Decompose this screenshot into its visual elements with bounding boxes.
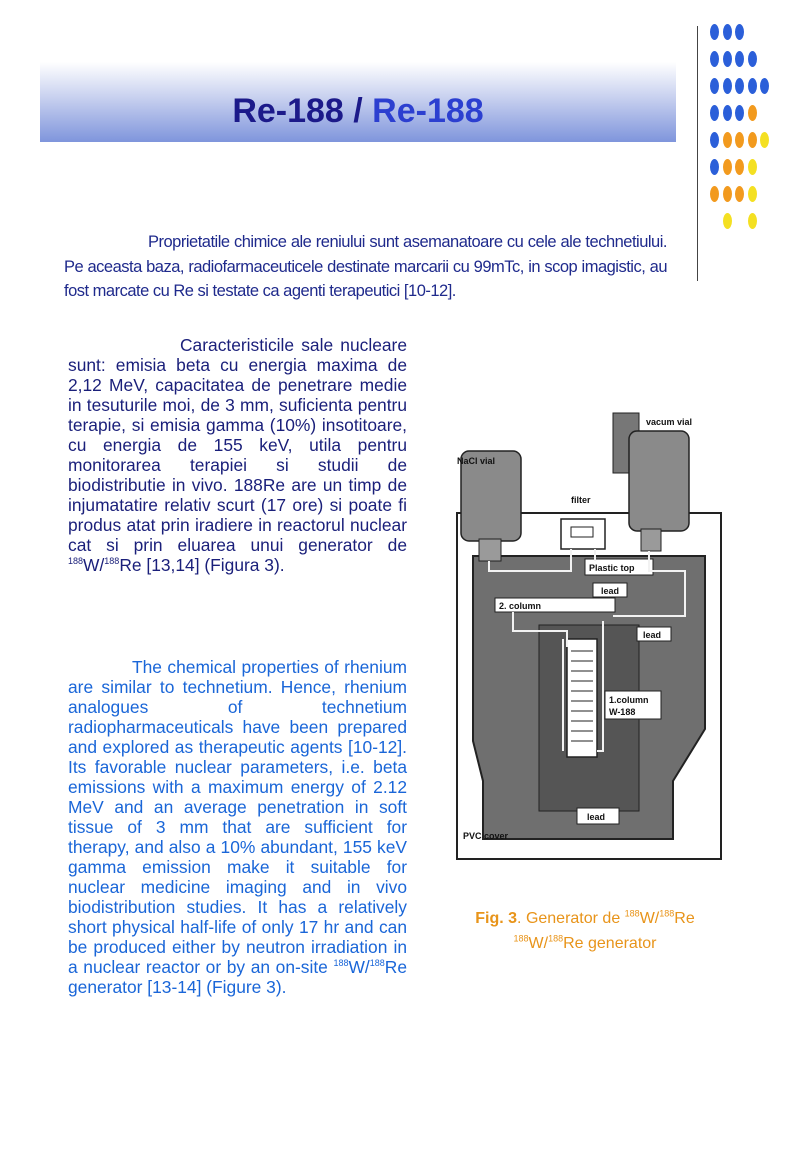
caption-sup1: 188 <box>624 908 640 919</box>
ro-text-after: Re [13,14] (Figura 3). <box>119 555 285 575</box>
decor-dot <box>748 78 757 94</box>
decor-dot <box>735 78 744 94</box>
vacum-vial-neck <box>641 529 661 551</box>
decor-dot <box>710 51 719 67</box>
decor-dot <box>735 24 744 40</box>
decor-dot <box>735 105 744 121</box>
caption-line1-text: . Generator de <box>517 910 625 927</box>
english-paragraph <box>68 657 407 997</box>
decor-dot <box>723 78 732 94</box>
decor-dot <box>735 159 744 175</box>
decor-dot <box>748 159 757 175</box>
title-part1: Re-188 / <box>232 92 363 130</box>
en-sup2: 188 <box>369 958 385 969</box>
decor-dot <box>710 186 719 202</box>
decor-dot <box>710 159 719 175</box>
vacum-vial <box>629 431 689 531</box>
ro-text: Caracteristicile sale nucleare sunt: emisia beta cu energia maxima de 2,12 MeV, capacitatea de penetrare medie in tesuturile moi, de 3 mm, suficienta pentru terapie, si emisia gamma (10%) insotitoare, cu energia de 155 keV, utila pentru monitorarea terapiei si studii de biodistributie in vivo. 188Re are un timp de injumatatire relativ scurt (17 ore) si poate fi produs atat prin iradiere in reactorul nuclear cat si prin eluarea unui generator de <box>68 335 407 555</box>
decor-dot <box>710 24 719 40</box>
label-column-2: 2. column <box>499 601 542 611</box>
intro-paragraph <box>64 230 667 304</box>
page-title <box>40 92 676 131</box>
decor-dot <box>710 132 719 148</box>
caption-line2 <box>440 931 730 956</box>
decor-dot <box>723 213 732 229</box>
divider-line <box>697 26 698 281</box>
label-plastic-top: Plastic top <box>589 563 635 573</box>
decor-dot <box>748 105 757 121</box>
decor-dot <box>735 51 744 67</box>
decor-dot <box>748 213 757 229</box>
ro-w: W/ <box>83 555 105 575</box>
decor-dot <box>735 186 744 202</box>
caption-line2-sup2: 188 <box>548 933 564 944</box>
ro-sup2: 188 <box>104 556 120 567</box>
decor-dot <box>748 51 757 67</box>
generator-diagram <box>453 411 725 861</box>
en-sup1: 188 <box>333 958 349 969</box>
decor-dot <box>723 186 732 202</box>
decor-dot <box>723 132 732 148</box>
caption-label: Fig. 3 <box>475 910 518 927</box>
decor-dot <box>735 132 744 148</box>
label-lead-right: lead <box>643 630 662 640</box>
label-nacl-vial: NaCl vial <box>457 456 496 466</box>
decor-dot <box>710 105 719 121</box>
label-column-1-line1: 1.column <box>609 695 649 705</box>
caption-sup2: 188 <box>659 908 675 919</box>
en-text-after: Re generator [13-14] (Figure 3). <box>68 957 407 997</box>
nacl-vial-neck <box>479 539 501 561</box>
caption-line1 <box>440 906 730 931</box>
figure-caption <box>440 906 730 956</box>
label-column-1-line2: W-188 <box>609 707 636 717</box>
decor-dot <box>723 24 732 40</box>
romanian-paragraph <box>68 335 407 575</box>
en-w: W/ <box>348 957 370 977</box>
label-lead-bottom: lead <box>587 812 606 822</box>
column-1 <box>567 639 597 757</box>
decor-dot <box>723 105 732 121</box>
decor-dot <box>710 78 719 94</box>
decor-dot <box>748 132 757 148</box>
en-text: The chemical properties of rhenium are similar to technetium. Hence, rhenium analogues of technetium radiopharmaceuticals have been prepared and explored as therapeutic agents [10-12]. Its favorable nuclear parameters, i.e. beta emissions with a maximum energy of 2.12 MeV and an average penetration in soft tissue of 3 mm that are sufficient for therapy, and also a 10% abundant, 155 keV gamma emission make it suitable for nuclear medicine imaging and in vivo biodistribution studies. It has a relatively short physical half-life of only 17 hr and can be produced either by neutron irradiation in a nuclear reactor or by an on-site <box>68 657 407 977</box>
filter-element <box>571 527 593 537</box>
decor-dot <box>748 186 757 202</box>
ro-sup1: 188 <box>68 556 84 567</box>
title-part2: Re-188 <box>372 92 484 130</box>
caption-re: Re <box>674 910 695 927</box>
decor-dot <box>723 51 732 67</box>
caption-line2-rest: Re generator <box>563 935 657 952</box>
caption-line2-sup1: 188 <box>513 933 529 944</box>
label-vacum-vial: vacum vial <box>646 417 693 427</box>
decor-dot <box>760 132 769 148</box>
caption-w: W/ <box>639 910 660 927</box>
intro-text: Proprietatile chimice ale reniului sunt asemanatoare cu cele ale technetiului. Pe aceasta baza, radiofarmaceuticele destinate marcarii cu 99mTc, in scop imagistic, au fost marcate cu Re si testate ca agenti terapeutici [10-12]. <box>64 233 667 300</box>
caption-line2-w: W/ <box>528 935 549 952</box>
label-lead-top: lead <box>601 586 620 596</box>
label-pvc-cover: PVC cover <box>463 831 509 841</box>
label-filter: filter <box>571 495 591 505</box>
decor-dot <box>723 159 732 175</box>
decor-dot <box>760 78 769 94</box>
